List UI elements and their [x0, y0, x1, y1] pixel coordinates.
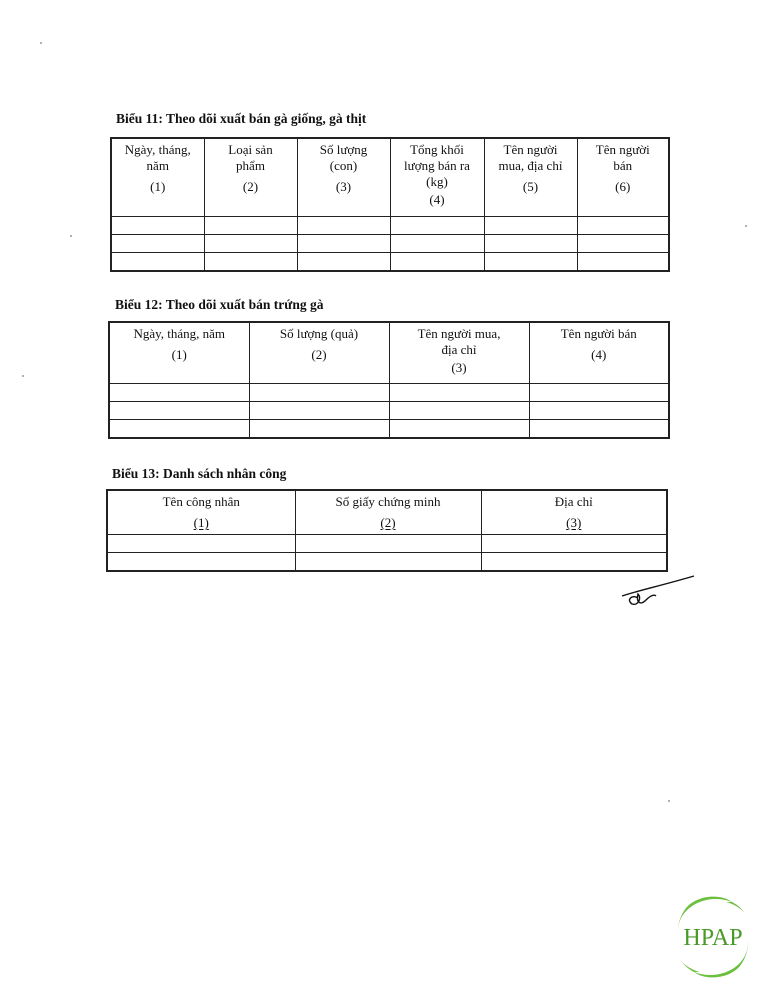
table-row [111, 216, 669, 234]
column-header: Địa chỉ (3) [481, 490, 667, 534]
table-cell[interactable] [481, 534, 667, 552]
table-cell[interactable] [529, 401, 669, 419]
table-row [111, 252, 669, 271]
table-cell[interactable] [577, 216, 669, 234]
table-cell[interactable] [390, 234, 484, 252]
table-cell[interactable] [204, 252, 297, 271]
table-row [107, 552, 667, 571]
table-cell[interactable] [109, 401, 249, 419]
table-row [109, 419, 669, 438]
scan-dot [668, 800, 670, 802]
header-row [109, 322, 669, 383]
column-header: Số giấy chứng minh (2) [295, 490, 481, 534]
sales-eggs-table [108, 321, 670, 439]
table-cell[interactable] [111, 252, 204, 271]
table-cell[interactable] [484, 252, 577, 271]
table-row [109, 401, 669, 419]
table-cell[interactable] [249, 383, 389, 401]
column-header: Tên người bán (6) [577, 138, 669, 216]
column-header: Ngày, tháng, năm (1) [111, 138, 204, 216]
table-cell[interactable] [111, 216, 204, 234]
table-cell[interactable] [529, 383, 669, 401]
table-cell[interactable] [484, 216, 577, 234]
table-cell[interactable] [204, 234, 297, 252]
column-header: Tên người bán (4) [529, 322, 669, 383]
header-row [111, 138, 669, 216]
scan-dot [40, 42, 42, 44]
table-title: Biểu 12: Theo dõi xuất bán trứng gà [115, 297, 324, 312]
svg-text:HPAP: HPAP [683, 925, 743, 951]
table-cell[interactable] [529, 419, 669, 438]
column-header: Số lượng (quả) (2) [249, 322, 389, 383]
table-title: Biểu 13: Danh sách nhân công [112, 466, 287, 481]
table-row [111, 234, 669, 252]
table-row [109, 383, 669, 401]
scan-dot [745, 225, 747, 227]
table-cell[interactable] [204, 216, 297, 234]
table-cell[interactable] [249, 401, 389, 419]
header-row [107, 490, 667, 534]
table-cell[interactable] [390, 216, 484, 234]
table-cell[interactable] [484, 234, 577, 252]
scan-dot [22, 375, 24, 377]
table-cell[interactable] [107, 534, 295, 552]
column-header: Số lượng (con) (3) [297, 138, 390, 216]
handwritten-signature [620, 572, 700, 608]
table-cell[interactable] [390, 252, 484, 271]
table-cell[interactable] [389, 419, 529, 438]
column-header: Tên người mua, địa chỉ (5) [484, 138, 577, 216]
table-cell[interactable] [111, 234, 204, 252]
hpap-logo [668, 890, 758, 985]
table-cell[interactable] [109, 383, 249, 401]
table-cell[interactable] [577, 252, 669, 271]
sales-chicken-table [110, 137, 670, 272]
column-header: Tên người mua, địa chỉ (3) [389, 322, 529, 383]
table-cell[interactable] [297, 216, 390, 234]
table-cell[interactable] [389, 383, 529, 401]
table-cell[interactable] [297, 252, 390, 271]
table-cell[interactable] [295, 534, 481, 552]
table-cell[interactable] [481, 552, 667, 571]
table-cell[interactable] [107, 552, 295, 571]
column-header: Tổng khối lượng bán ra (kg) (4) [390, 138, 484, 216]
table-cell[interactable] [389, 401, 529, 419]
table-cell[interactable] [109, 419, 249, 438]
table-cell[interactable] [249, 419, 389, 438]
table-cell[interactable] [297, 234, 390, 252]
table-title: Biểu 11: Theo dõi xuất bán gà giống, gà thịt [116, 111, 367, 126]
table-cell[interactable] [295, 552, 481, 571]
column-header: Loại sản phẩm (2) [204, 138, 297, 216]
column-header: Tên công nhân (1) [107, 490, 295, 534]
workers-table [106, 489, 668, 572]
table-cell[interactable] [577, 234, 669, 252]
scan-dot [70, 235, 72, 237]
table-row [107, 534, 667, 552]
column-header: Ngày, tháng, năm (1) [109, 322, 249, 383]
